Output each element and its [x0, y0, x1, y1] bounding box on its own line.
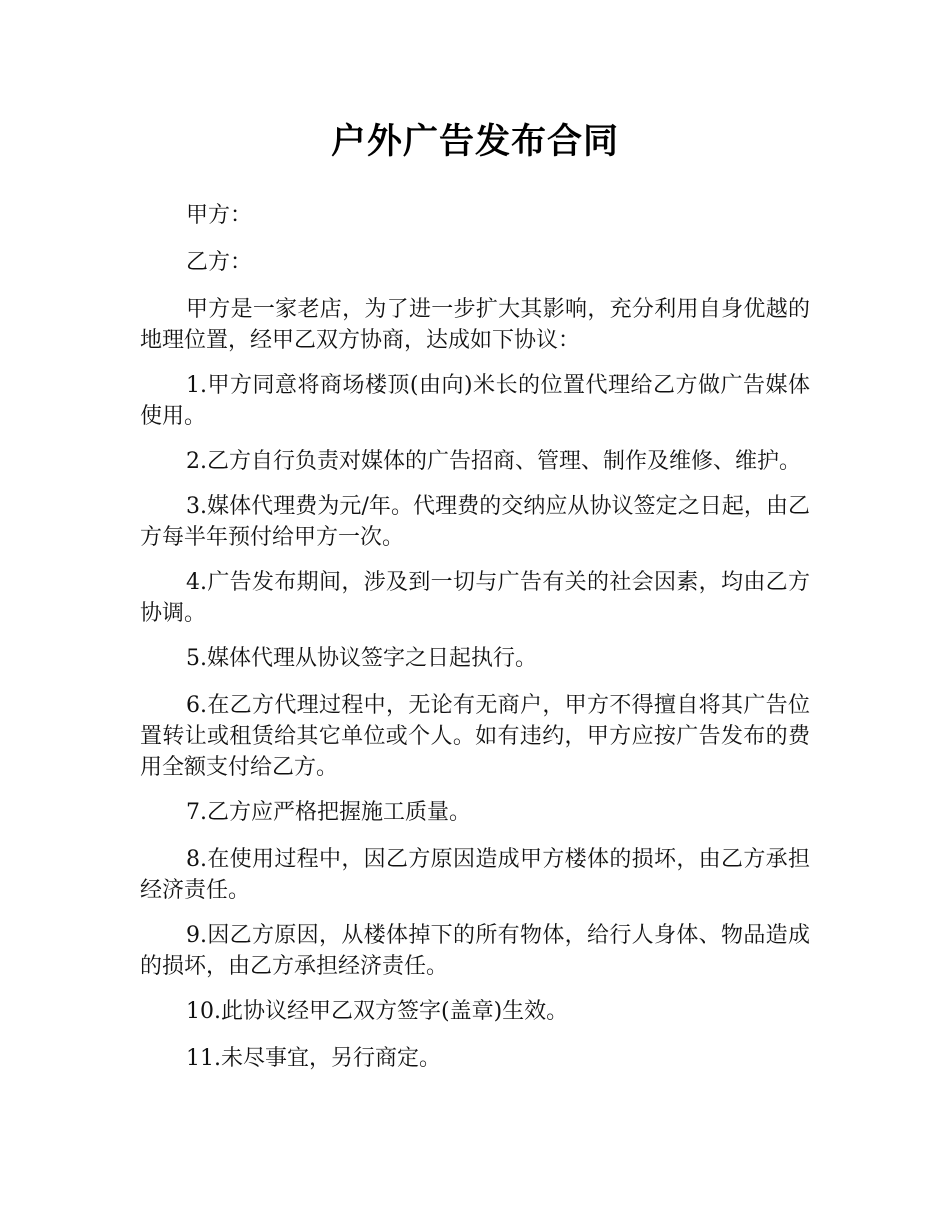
clause-7: 7.乙方应严格把握施工质量。 — [186, 800, 471, 825]
clause-2: 2.乙方自行负责对媒体的广告招商、管理、制作及维修、维护。 — [186, 449, 801, 474]
clause-11: 11.未尽事宜，另行商定。 — [186, 1046, 441, 1071]
party-a-line: 甲方： — [186, 203, 253, 228]
document-title: 户外广告发布合同 — [330, 122, 619, 162]
clause-6: 6.在乙方代理过程中，无论有无商户，甲方不得擅自将其广告位置转让或租赁给其它单位或个人。如有违约，甲方应按广告发布的费用全额支付给乙方。 — [140, 693, 810, 780]
clause-10: 10.此协议经甲乙双方签字(盖章)生效。 — [186, 999, 569, 1024]
clause-1: 1.甲方同意将商场楼顶(由向)米长的位置代理给乙方做广告媒体使用。 — [140, 373, 810, 429]
party-b-line: 乙方： — [186, 250, 253, 275]
clause-8: 8.在使用过程中，因乙方原因造成甲方楼体的损坏，由乙方承担经济责任。 — [140, 847, 810, 903]
clause-5: 5.媒体代理从协议签字之日起执行。 — [186, 646, 537, 671]
clause-4: 4.广告发布期间，涉及到一切与广告有关的社会因素，均由乙方协调。 — [140, 570, 810, 626]
clause-3: 3.媒体代理费为元/年。代理费的交纳应从协议签定之日起，由乙方每半年预付给甲方一次。 — [140, 494, 810, 550]
document-body — [140, 200, 810, 1090]
clause-9: 9.因乙方原因，从楼体掉下的所有物体，给行人身体、物品造成的损坏，由乙方承担经济责任。 — [140, 923, 810, 979]
intro-paragraph: 甲方是一家老店，为了进一步扩大其影响，充分利用自身优越的地理位置，经甲乙双方协商，达成如下协议： — [140, 297, 810, 353]
